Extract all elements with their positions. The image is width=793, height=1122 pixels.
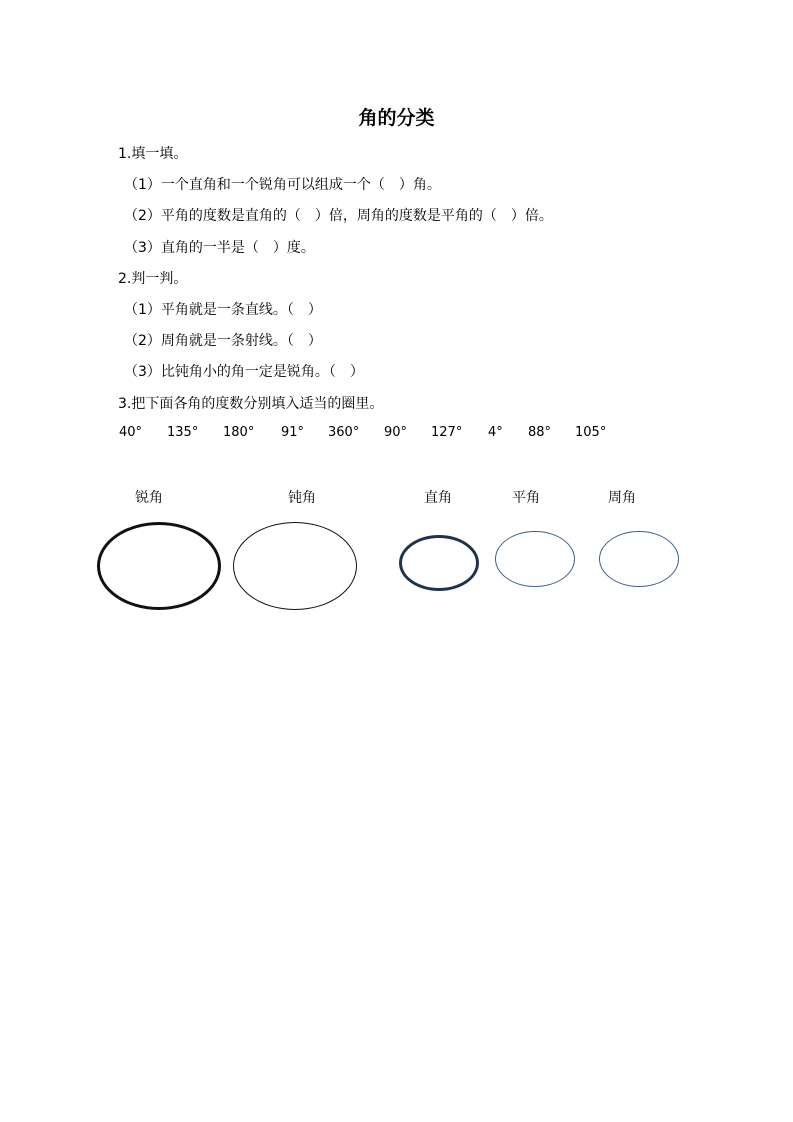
label-straight-angle: 平角: [512, 490, 540, 506]
degree-value: 180°: [223, 425, 255, 440]
label-acute-angle: 锐角: [135, 490, 163, 506]
section-3-heading: 3.把下面各角的度数分别填入适当的圈里。: [118, 396, 384, 412]
judge-question-2: （2）周角就是一条射线。（ ）: [124, 333, 322, 349]
fill-in-question-2: （2）平角的度数是直角的（ ）倍，周角的度数是平角的（ ）倍。: [124, 208, 553, 224]
full-angle-circle[interactable]: [599, 531, 679, 587]
degree-value: 4°: [488, 425, 503, 440]
label-right-angle: 直角: [424, 490, 452, 506]
degree-value: 88°: [528, 425, 552, 440]
section-1-heading: 1.填一填。: [118, 146, 188, 162]
degree-value: 91°: [281, 425, 305, 440]
label-obtuse-angle: 钝角: [288, 490, 316, 506]
degree-value: 360°: [328, 425, 360, 440]
acute-angle-circle[interactable]: [97, 522, 221, 610]
fill-in-question-1: （1）一个直角和一个锐角可以组成一个（ ）角。: [124, 177, 441, 193]
degree-value: 127°: [431, 425, 463, 440]
worksheet-title: 角的分类: [358, 107, 435, 129]
degree-value: 135°: [167, 425, 199, 440]
straight-angle-circle[interactable]: [495, 531, 575, 587]
judge-question-3: （3）比钝角小的角一定是锐角。（ ）: [124, 364, 364, 380]
judge-question-1: （1）平角就是一条直线。（ ）: [124, 302, 322, 318]
section-2-heading: 2.判一判。: [118, 271, 188, 287]
right-angle-circle[interactable]: [399, 535, 479, 591]
obtuse-angle-circle[interactable]: [233, 522, 357, 610]
fill-in-question-3: （3）直角的一半是（ ）度。: [124, 240, 315, 256]
degree-value: 40°: [119, 425, 143, 440]
label-full-angle: 周角: [608, 490, 636, 506]
degree-value: 90°: [384, 425, 408, 440]
degree-value: 105°: [575, 425, 607, 440]
